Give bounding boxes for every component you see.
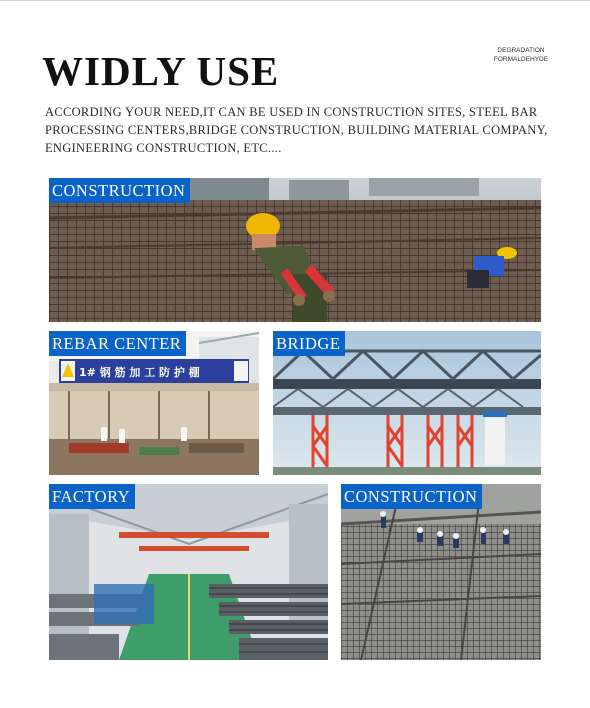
usage-description: ACCORDING YOUR NEED,IT CAN BE USED IN CONSTRUCTION SITES, STEEL BAR PROCESSING CENTERS,BRIDGE CONSTRUCTION, BUILDING MATERIAL COMPANY, ENGINEERING CONSTRUCTION, ETC.... [45,105,548,155]
construction-label: CONSTRUCTION [49,178,190,203]
construction-mesh-photo [341,484,541,660]
rebar-sign-text: 1# 钢 筋 加 工 防 护 棚 [79,366,200,379]
page-title: WIDLY USE [42,48,280,94]
top-divider [0,0,590,1]
tag-formaldehyde: FORMALDEHYDE [493,56,549,63]
construction-site-photo [49,178,541,322]
bridge-photo [273,331,541,475]
construction-mesh-image [341,484,541,660]
construction-label-2: CONSTRUCTION [341,484,482,509]
rebar-center-label: REBAR CENTER [49,331,186,356]
rebar-center-photo [49,331,259,475]
factory-label: FACTORY [49,484,135,509]
tag-degradation: DEGRADATION [497,47,545,54]
bridge-label: BRIDGE [273,331,345,356]
factory-image [49,484,328,660]
factory-photo [49,484,328,660]
